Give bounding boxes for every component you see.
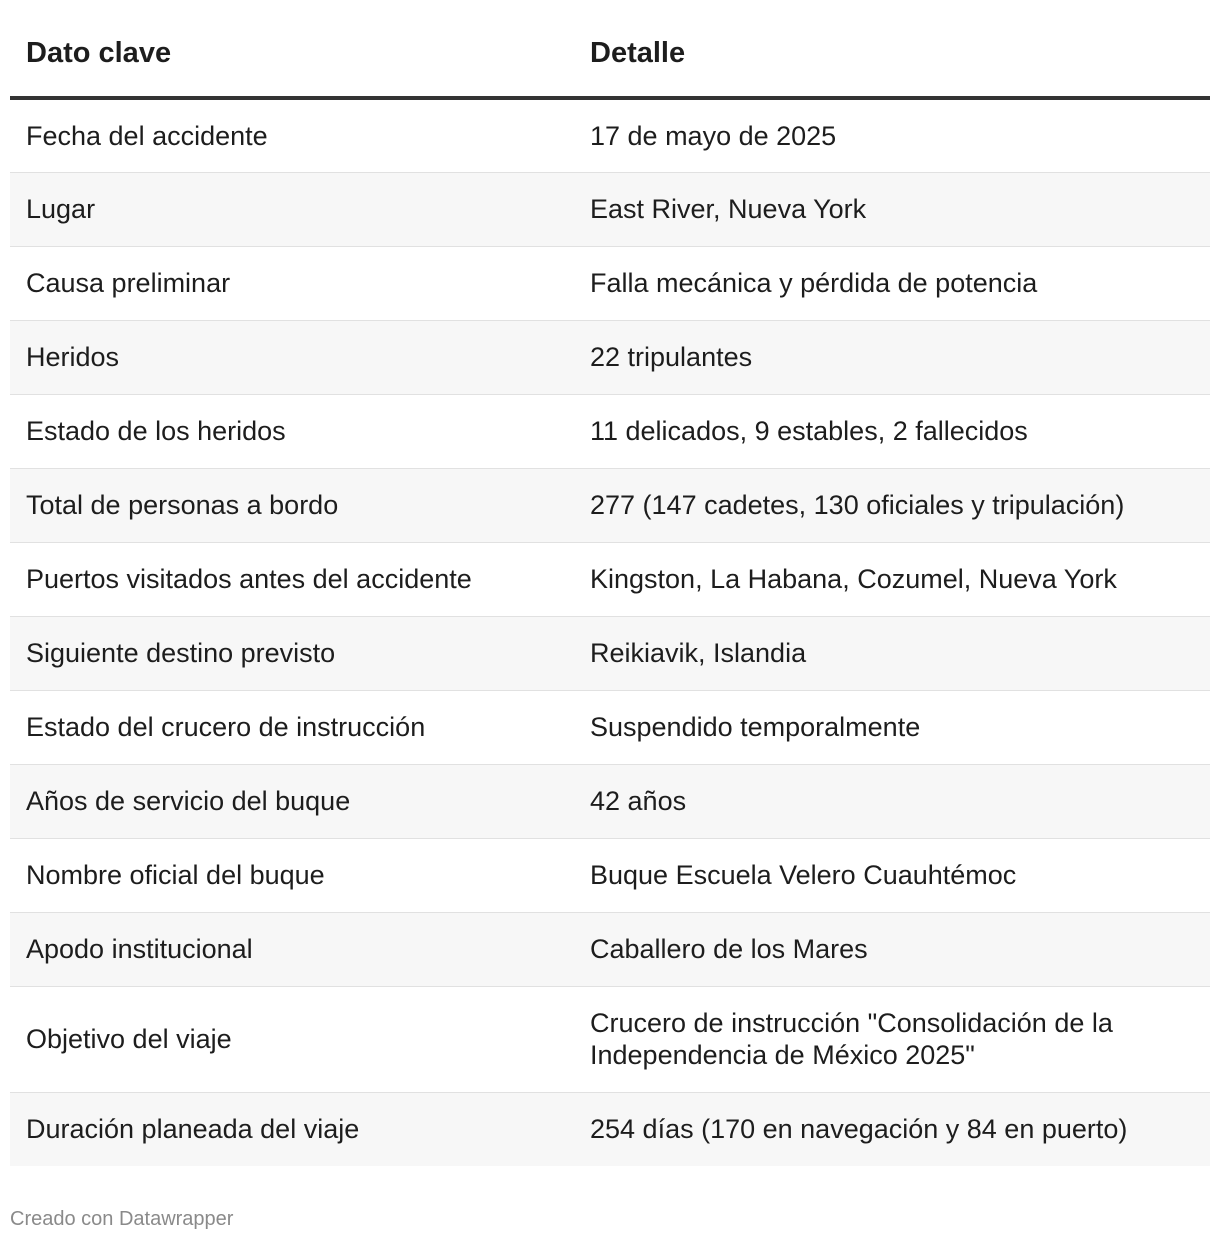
row-key: Heridos xyxy=(10,320,574,394)
table-row xyxy=(10,394,1210,468)
row-value: Buque Escuela Velero Cuauhtémoc xyxy=(574,838,1210,912)
row-value: East River, Nueva York xyxy=(574,172,1210,246)
table-row xyxy=(10,320,1210,394)
header-row xyxy=(10,0,1210,98)
table-body xyxy=(10,98,1210,1166)
row-value: Falla mecánica y pérdida de potencia xyxy=(574,246,1210,320)
row-key: Años de servicio del buque xyxy=(10,764,574,838)
row-value: 22 tripulantes xyxy=(574,320,1210,394)
row-value: Kingston, La Habana, Cozumel, Nueva York xyxy=(574,542,1210,616)
row-value: Caballero de los Mares xyxy=(574,912,1210,986)
row-key: Total de personas a bordo xyxy=(10,468,574,542)
table-row xyxy=(10,98,1210,172)
row-value: Reikiavik, Islandia xyxy=(574,616,1210,690)
row-value: 11 delicados, 9 estables, 2 fallecidos xyxy=(574,394,1210,468)
table-row xyxy=(10,172,1210,246)
row-key: Lugar xyxy=(10,172,574,246)
row-value: 42 años xyxy=(574,764,1210,838)
row-key: Apodo institucional xyxy=(10,912,574,986)
table-row xyxy=(10,764,1210,838)
header-dato-clave[interactable]: Dato clave xyxy=(10,0,574,98)
row-value: 254 días (170 en navegación y 84 en puerto) xyxy=(574,1092,1210,1166)
table-row xyxy=(10,468,1210,542)
row-key: Estado del crucero de instrucción xyxy=(10,690,574,764)
row-key: Duración planeada del viaje xyxy=(10,1092,574,1166)
row-value: 277 (147 cadetes, 130 oficiales y tripulación) xyxy=(574,468,1210,542)
row-key: Fecha del accidente xyxy=(10,98,574,172)
table-row xyxy=(10,912,1210,986)
row-key: Siguiente destino previsto xyxy=(10,616,574,690)
row-value: 17 de mayo de 2025 xyxy=(574,98,1210,172)
row-key: Nombre oficial del buque xyxy=(10,838,574,912)
header-detalle[interactable]: Detalle xyxy=(574,0,1210,98)
table-row xyxy=(10,542,1210,616)
data-table xyxy=(10,0,1210,1166)
table-row xyxy=(10,838,1210,912)
table-row xyxy=(10,986,1210,1092)
row-key: Estado de los heridos xyxy=(10,394,574,468)
row-key: Objetivo del viaje xyxy=(10,986,574,1092)
row-key: Puertos visitados antes del accidente xyxy=(10,542,574,616)
table-row xyxy=(10,616,1210,690)
footer-credit[interactable]: Creado con Datawrapper xyxy=(10,1208,234,1230)
table-header xyxy=(10,0,1210,98)
table-row xyxy=(10,246,1210,320)
data-table-container xyxy=(10,0,1210,1166)
row-value: Crucero de instrucción "Consolidación de la Independencia de México 2025" xyxy=(574,986,1210,1092)
row-key: Causa preliminar xyxy=(10,246,574,320)
table-row xyxy=(10,690,1210,764)
table-row xyxy=(10,1092,1210,1166)
row-value: Suspendido temporalmente xyxy=(574,690,1210,764)
